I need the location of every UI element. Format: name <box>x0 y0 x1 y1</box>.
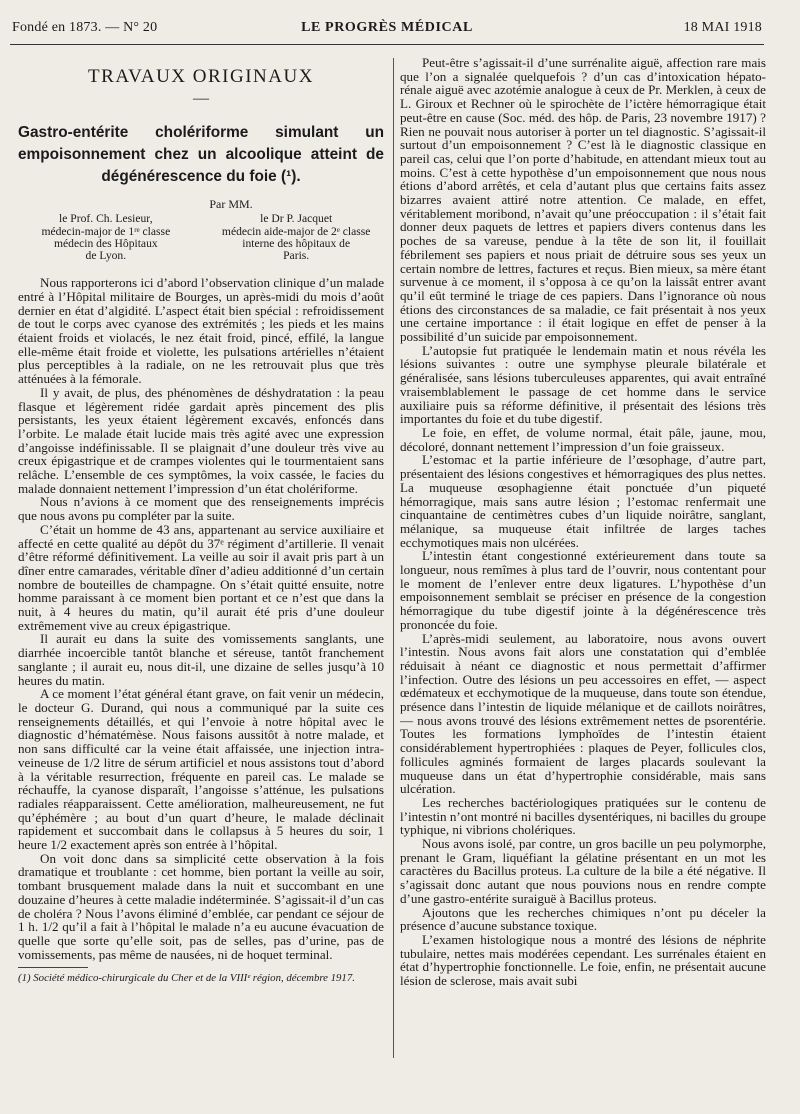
body-paragraph: L’estomac et la partie inférieure de l’œsophage, d’autre part, présentaient des lésions congestives et hémorragiques des plus nettes. La muqueuse œsophagienne était ponctuée d’un piqueté hémorragique, mais sans autre lésion ; l’estomac renfermait une cinquantaine de centimètres cubes d’un liquide noirâtre, sanglant, mélanique, sa muqueuse était infiltrée de larges taches ecchymotiques mais non ulcérées. <box>400 452 766 550</box>
issue-date: 18 MAI 1918 <box>683 20 762 35</box>
author-block <box>18 213 384 262</box>
footnote-rule <box>18 967 88 968</box>
body-paragraph: L’après-midi seulement, au laboratoire, nous avons ouvert l’intestin. Nous avons fait alors une constatation qui d’emblée réduisait à néant ce diagnostic et nous permettait d’affirmer l’infection. Outre des lésions un peu accessoires en effet, — aspect œdémateux et ecchymotique de la muqueuse, dans toute son étendue, présence dans l’intestin de liquide mélanique et de caillots noirâtres, — nous avons trouvé des lésions extrêmement nettes de psorentérie. Toutes les formations lymphoïdes de l’intestin étaient considérablement hypertrophiées : plaques de Peyer, follicules clos, follicules agminés formaient de larges placards soulevant la muqueuse dans un état d’hypertrophie considérable, mais sans ulcération. <box>400 630 766 797</box>
body-paragraph: C’était un homme de 43 ans, appartenant au service auxiliaire et affecté en cette qualité au dépôt du 37ᵉ régiment d’artillerie. Il venait d’être réformé définitivement. La veille au soir il avait pris part à un dîner entre camarades, véritable dîner d’adieu additionné d’un certain nombre de bouteilles de champagne. On s’était quitté ensuite, notre homme paraissant à ce moment bien portant et ce n’est que dans la nuit, à 4 heures du matin, qu’il aurait été pris d’une douleur extrêmement vive au creux épigastrique. <box>18 521 384 633</box>
header-founding-issue: Fondé en 1873. — N° 20 <box>12 20 158 35</box>
body-paragraph: L’autopsie fut pratiquée le lendemain matin et nous révéla les lésions suivantes : outre une symphyse pleurale bilatérale et généralisée, sans lésions tuberculeuses apparentes, qui avait entraîné vraisemblablement le passage de cet homme dans le service auxiliaire puis sa réforme définitive, il présentait des lésions très importantes du foie et du tube digestif. <box>400 342 766 427</box>
body-paragraph: On voit donc dans sa simplicité cette observation à la fois dramatique et troublante : cet homme, bien portant la veille au soir, tombant brusquement malade dans la nuit et succombant en une douzaine d’heures à cette maladie indéterminée. S’agissait-il d’un cas de choléra ? Nous l’avons éliminé d’emblée, car pendant ce séjour de 1 h. 1/2 qu’il a fait à l’hôpital le malade n’a eu aucune évacuation de quelle que sorte qu’elle soit, pas de selles, pas d’urine, pas de vomissements, pas même de nausées, ni de hoquet terminal. <box>18 850 384 962</box>
body-paragraph: Il y avait, de plus, des phénomènes de déshydratation : la peau flasque et légèrement ridée gardait après pincement des plis persistants, les yeux étaient légèrement excavés, enfoncés dans l’orbite. Le malade était lucide mais très agité avec une expression d’angoisse indéfinissable. Il se plaignait d’une douleur très vive au creux épigastrique et de crampes violentes qui le tourmentaient sans relâche. L’ensemble de ces symptômes, la voix cassée, le facies du malade donnaient nettement l’impression d’un état cholériforme. <box>18 384 384 496</box>
author-second <box>208 213 384 262</box>
author-affiliation: Paris. <box>283 249 310 262</box>
body-paragraph: Nous n’avions à ce moment que des renseignements imprécis que nous avons pu compléter par la suite. <box>18 494 384 524</box>
header-rule <box>10 44 764 45</box>
article-title: Gastro-entérite cholériforme simulant un empoisonnement chez un alcoolique atteint de dégénérescence du foie (¹). <box>18 124 384 185</box>
byline-intro: Par MM. <box>209 197 253 212</box>
column-divider <box>393 58 394 1058</box>
right-column <box>400 56 766 1114</box>
section-dash: — <box>193 90 209 107</box>
journal-name: LE PROGRÈS MÉDICAL <box>301 20 473 35</box>
footnote: (1) Société médico-chirurgicale du Cher et de la VIIIᵉ région, décembre 1917. <box>18 972 355 985</box>
body-paragraph: Nous avons isolé, par contre, un gros bacille un peu polymorphe, prenant le Gram, liquéfiant la gélatine présentant en un mot les caractères du Bacillus proteus. La culture de la bile a été négative. Il s’agissait donc autant que nous pouvions nous en rendre compte d’une gastro-entérite suraiguë à Bacillus proteus. <box>400 836 766 906</box>
body-paragraph: Ajoutons que les recherches chimiques n’ont pu déceler la présence d’aucune substance toxique. <box>400 904 766 934</box>
body-paragraph: A ce moment l’état général étant grave, on fait venir un médecin, le docteur G. Durand, qui nous a communiqué par la suite ces renseignements détaillés, et qui l’envoie à notre hôpital avec le diagnostic d’hématémèse. Nous faisons aussitôt à notre malade, et non sans difficulté car la veine était affaissée, une injection intra-veineuse de 1/2 litre de sérum artificiel et nous assistons tout d’abord à la véritable resurrection, fréquente en pareil cas. Le malade se réchauffe, la cyanose disparaît, l’angoisse s’atténue, les pulsations radiales réapparaissent. Cette amélioration, malheureusement, ne fut qu’éphémère ; au bout d’un quart d’heure, le malade déclinait rapidement et succombait dans le collapsus à 5 heures du soir, 1 heure 1/2 exactement après son entrée à l’hôpital. <box>18 686 384 853</box>
author-name: le Prof. Ch. Lesieur, <box>59 212 153 226</box>
author-name: le Dr P. Jacquet <box>260 212 333 226</box>
author-affiliation: médecin des Hôpitaux <box>54 236 158 250</box>
author-affiliation: médecin aide-major de 2ᵉ classe <box>221 224 371 238</box>
body-paragraph: L’intestin étant congestionné extérieurement dans toute sa longueur, nous remîmes à plus tard de l’ouvrir, nous contentant pour le moment de l’enlever entre deux ligatures. L’hypothèse d’un empoisonnement semblait se préciser en présence de la congestion hémorragique du tube digestif jointe à la dégénérescence très prononcée du foie. <box>400 548 766 632</box>
author-affiliation: médecin-major de 1ʳᵉ classe <box>41 224 171 238</box>
running-header <box>12 20 762 40</box>
author-first <box>18 213 194 262</box>
body-paragraph: Nous rapporterons ici d’abord l’observation clinique d’un malade entré à l’Hôpital militaire de Bourges, un après-midi du mois d’août dernier en état d’algidité. L’aspect était bien spécial : refroidissement de tout le corps avec cyanose des extrémités ; les pieds et les mains étaient froids et violacés, le nez était froid, pincé, effilé, la langue elle-même était froide et violette, les pulsations artérielles n’étaient plus perceptibles à la radiale, on ne les retrouvait plus que très atténuées à la fémorale. <box>18 275 384 387</box>
author-affiliation: de Lyon. <box>85 249 127 262</box>
left-column <box>18 56 384 1114</box>
body-paragraph: Il aurait eu dans la suite des vomissements sanglants, une diarrhée incoercible tantôt blanche et séreuse, tantôt franchement sanglante ; il aurait eu, nous dit-il, une dizaine de selles jusqu’à 10 heures du matin. <box>18 631 384 688</box>
body-paragraph: Les recherches bactériologiques pratiquées sur le contenu de l’intestin n’ont montré ni bacilles dysentériques, ni bacilles du groupe typhique, ni vibrions cholériques. <box>400 794 766 838</box>
body-paragraph: Le foie, en effet, de volume normal, était pâle, jaune, mou, décoloré, donnant nettement l’impression d’un foie graisseux. <box>400 424 766 454</box>
body-paragraph: L’examen histologique nous a montré des lésions de néphrite tubulaire, nettes mais modérées cependant. Les surrénales étaient en état d’hypertrophie fonctionnelle. Le foie, enfin, ne présentait aucune lésion de sclerose, mais avait subi <box>400 932 766 989</box>
body-paragraph: Peut-être s’agissait-il d’une surrénalite aiguë, affection rare mais que l’on a signalée quelquefois ? d’un cas d’intoxication hépato-rénale aiguë avec azotémie analogue à ceux de Pr. Merklen, à ceux de L. Giroux et Rechner où le spirochète de l’ictère hémorragique était peut-être en cause (Soc. méd. des hôp. de Paris, 23 novembre 1917) ? Rien ne pouvait nous autoriser à porter un tel diagnostic. S’agissait-il surtout d’un empoisonnement ? C’est là le diagnostic classique en pareil cas, celui que l’on porte d’habitude, en attendant mieux tout au moins. C’est à cette hypothèse d’un empoisonnement que nous nous étions d’abord arrêtés, et cela d’autant plus que certains faits assez bizarres avaient attiré notre attention. Ce malade, en effet, véritablement moribond, n’avait qu’une préoccupation : il s’était fait donner deux paquets de lettres et papiers divers contenus dans les poches de sa vareuse, pendue à la tête de son lit, il fouillait fébrilement ses papiers et nous priait de détruire sous ses yeux un certain nombre de lettres, factures et reçus. Bien mieux, sa mère étant survenue à ce moment, il s’opposa à ce qu’on la laissât entrer avant qu’il eût terminé le triage de ces papiers. Dans l’ignorance où nous étions des circonstances de sa maladie, ce fait présentait à nos yeux une certaine importance : il était logique en effet de penser à la possibilité d’un suicide par empoisonnement. <box>400 56 766 345</box>
author-affiliation: interne des hôpitaux de <box>242 236 351 250</box>
section-title: TRAVAUX ORIGINAUX <box>88 66 314 87</box>
